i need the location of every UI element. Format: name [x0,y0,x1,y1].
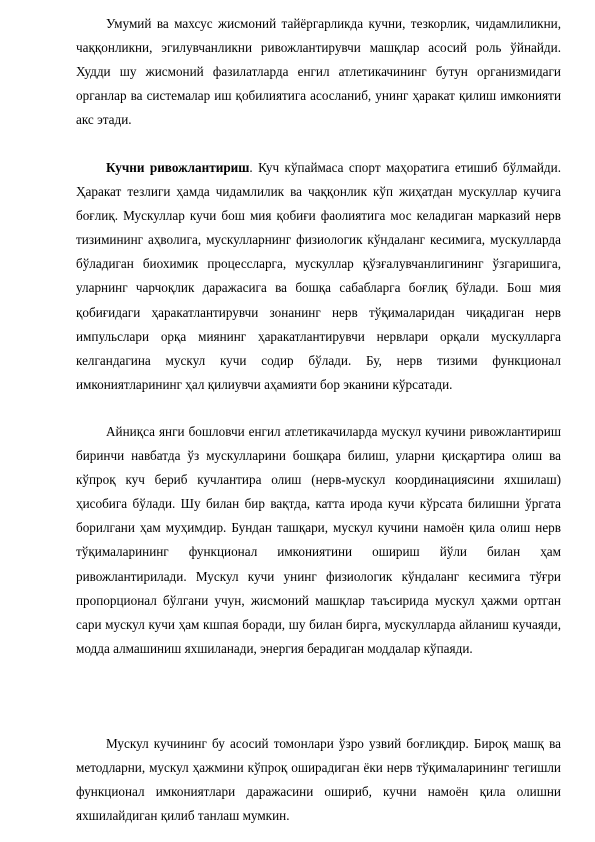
section-heading-strength: Кучни ривожлантириш [106,160,250,175]
paragraph-strength-aspects: Мускул кучининг бу асосий томонлари ўзро узвий боғлиқдир. Бироқ машқ ва методларни, мускул ҳажмини кўпроқ оширадиган ёки нерв тўқималарининг тегишли функционал имкониятлари даражасини ошириб, кучни намоён қила олишни яхшилайдиган қилиб танлаш мумкин. [76,736,561,824]
paragraph-strength-development [76,156,561,397]
paragraph-strength-body: . Куч кўпаймаса спорт маҳоратига етишиб бўлмайди. Ҳаракат тезлиги ҳамда чидамлилик ва чаққонлик кўп жиҳатдан мускуллар кучига боғлиқ. Мускуллар кучи бош мия қобиғи фаолиятига мос келадиган марказий нерв тизимининг аҳволига, мускулларнинг физиологик кўндаланг кесимига, мускулларда бўладиган биохимик процессларга, мускуллар қўзғалувчанлигининг ўзгаришига, уларнинг чарчоқлик даражасига ва бошқа сабабларга боғлиқ бўлади. Бош мия қобиғидаги ҳаракатлантирувчи зонанинг нерв тўқималаридан чиқадиган нерв импульслари орқа миянинг ҳаракатлантирувчи нервлари орқали мускулларга келгандагина мускул кучи содир бўлади. Бу, нерв тизими функционал имкониятларининг ҳал қилиувчи аҳамияти бор эканини кўрсатади. [76,160,561,392]
paragraph-general-training: Умумий ва махсус жисмоний тайёргарликда кучни, тезкорлик, чидамлиликни, чаққонликни, эгилувчанликни ривожлантирувчи машқлар асосий роль ўйнайди. Худди шу жисмоний фазилатларда енгил атлетикачининг бутун организмидаги органлар ва системалар иш қобилиятига асосланиб, унинг ҳаракат қилиш имконияти акс этади. [76,16,561,128]
paragraph-beginner-athletes: Айниқса янги бошловчи енгил атлетикачиларда мускул кучини ривожлантириш биринчи навбатда ўз мускулларини бошқара билиш, уларни қисқартира олиш ва кўпроқ куч бериб кучлантира олиш (нерв-мускул координациясини яхшилаш) ҳисобига бўлади. Шу билан бир вақтда, катта ирода кучи кўрсата билишни ўргата борилгани ҳам муҳимдир. Бундан ташқари, мускул кучини намоён қила олиш нерв тўқималарининг функционал имкониятини ошириш йўли билан ҳам ривожлантирилади. Мускул кучи унинг физиологик кўндаланг кесимига тўғри пропорционал бўлгани учун, жисмоний машқлар таъсирида мускул ҳажми ортган сари мускул кучи ҳам кшпая боради, шу билан бирга, мускулларда айланиш кучаяди, модда алмашиниш яхшиланади, энергия берадиган моддалар кўпаяди. [76,424,561,656]
